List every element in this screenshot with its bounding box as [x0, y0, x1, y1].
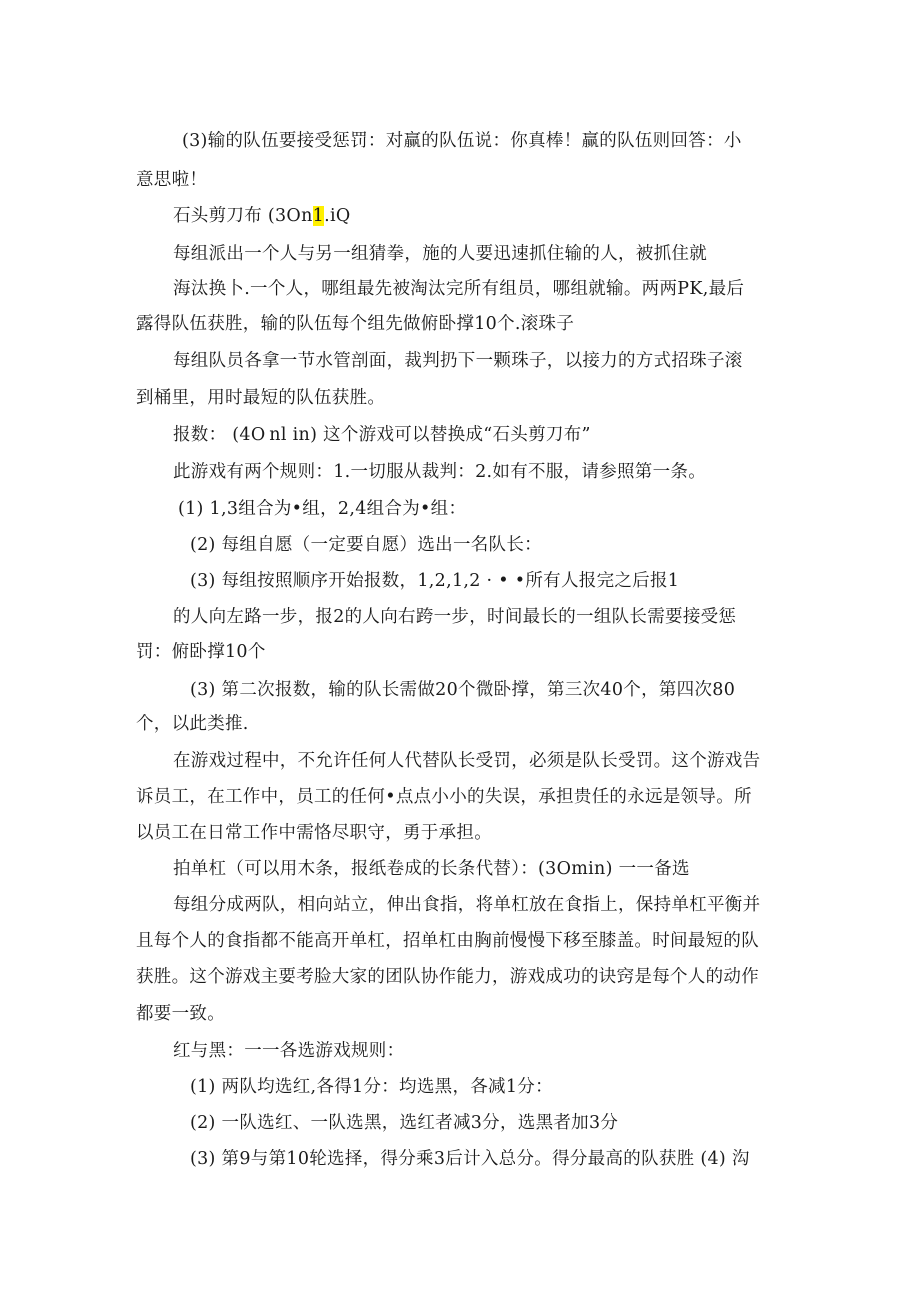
text-line: (3) 第二次报数，输的队长需做20个微卧撑，第三次40个，第四次80 [190, 680, 736, 700]
text-line: 每组分成两队，相向站立，伸出食指，将单杠放在食指上，保持单杠平衡并 [173, 895, 761, 915]
text-line: 个，以此类推. [136, 714, 249, 734]
text-line: 红与黑：一一各选游戏规则： [173, 1041, 405, 1061]
text-line: 拍单杠（可以用木条，报纸卷成的长条代替）：(3Omin) 一一备选 [173, 859, 690, 879]
text-line: 在游戏过程中，不允许任何人代替队长受罚，必须是队长受罚。这个游戏告 [173, 751, 761, 771]
text-line: 报数： (4O nl in) 这个游戏可以替换成“石头剪刀布” [173, 425, 591, 445]
text-line: 获胜。这个游戏主要考脸大家的团队协作能力，游戏成功的诀窍是每个人的动作 [136, 967, 759, 987]
text-line: (3) 第9与第10轮选择，得分乘3后计入总分。得分最高的队获胜 (4) 沟 [190, 1149, 750, 1169]
text-line: 露得队伍获胜，输的队伍每个组先做俯卧撑10个.滚珠子 [136, 314, 575, 334]
text-line [173, 205, 351, 227]
text-line: 到桶里，用时最短的队伍获胜。 [136, 388, 386, 408]
text-line: 意思啦！ [136, 170, 208, 190]
text-line: (2) 一队选红、一队选黑，选红者减3分，选黑者加3分 [190, 1113, 619, 1133]
text-line: 的人向左路一步，报2的人向右跨一步，时间最长的一组队长需要接受惩 [173, 607, 737, 627]
text-line: 以员工在日常工作中需恪尽职守，勇于承担。 [136, 823, 492, 843]
text-segment: 石头剪刀布 (3On [173, 206, 313, 226]
highlighted-text: 1 [312, 206, 325, 226]
text-line: (3)输的队伍要接受惩罚：对赢的队伍说：你真棒！赢的队伍则回答：小 [182, 131, 742, 151]
text-line: 每组派出一个人与另一组猜拳，施的人要迅速抓住输的人，被抓住就 [173, 244, 707, 264]
text-line: (3) 每组按照顺序开始报数，1,2,1,2 · • •所有人报完之后报1 [190, 571, 680, 591]
text-line: 海汰换卜.一个人，哪组最先被淘汰完所有组员，哪组就输。两两PK,最后 [173, 279, 745, 299]
text-line: 诉员工，在工作中，员工的任何•点点小小的失误，承担贵任的永远是领导。所 [136, 787, 752, 807]
text-line: 罚：俯卧撑10个 [136, 642, 266, 662]
text-line: 都要一致。 [136, 1004, 225, 1024]
text-line: (2) 每组自愿（一定要自愿）选出一名队长： [190, 535, 542, 555]
text-line: 且每个人的食指都不能高开单杠，招单杠由胸前慢慢下移至膝盖。时间最短的队 [136, 931, 759, 951]
text-line: 此游戏有两个规则：1.一切服从裁判：2.如有不服，请参照第一条。 [173, 462, 706, 482]
text-line: 每组队员各拿一节水管剖面，裁判扔下一颗珠子，以接力的方式招珠子滚 [173, 351, 743, 371]
text-segment: .iQ [324, 206, 351, 226]
text-line: (1) 两队均选红,各得1分：均选黑，各减1分： [190, 1077, 553, 1097]
text-line: (1) 1,3组合为•组，2,4组合为•组： [178, 499, 467, 519]
